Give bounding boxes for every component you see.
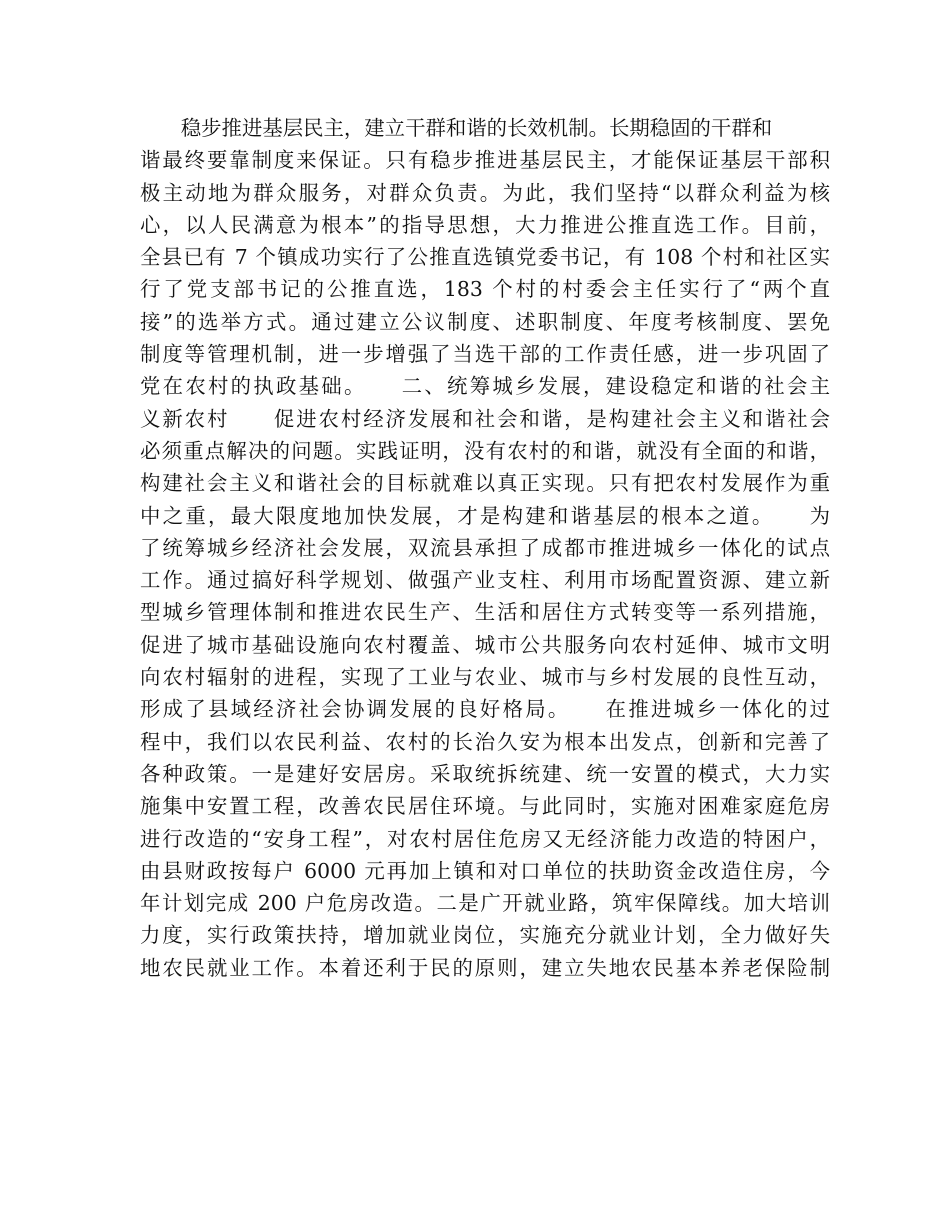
text-line: 接”的选举方式。通过建立公议制度、述职制度、年度考核制度、罢免	[140, 309, 830, 334]
text-line: 施集中安置工程，改善农民居住环境。与此同时，实施对困难家庭危房	[140, 794, 830, 819]
text-line: 年计划完成 200 户危房改造。二是广开就业路，筑牢保障线。加大培训	[140, 891, 830, 916]
text-line: 由县财政按每户 6000 元再加上镇和对口单位的扶助资金改造住房，今	[140, 858, 830, 883]
text-line: 型城乡管理体制和推进农民生产、生活和居住方式转变等一系列措施，	[140, 600, 830, 625]
text-line: 全县已有 7 个镇成功实行了公推直选镇党委书记，有 108 个村和社区实	[140, 245, 830, 270]
text-line: 各种政策。一是建好安居房。采取统拆统建、统一安置的模式，大力实	[140, 761, 830, 786]
text-line: 促进了城市基础设施向农村覆盖、城市公共服务向农村延伸、城市文明	[140, 632, 830, 657]
text-line: 程中，我们以农民利益、农村的长治久安为根本出发点，创新和完善了	[140, 729, 830, 754]
body-text	[140, 112, 830, 984]
text-line: 力度，实行政策扶持，增加就业岗位，实施充分就业计划，全力做好失	[140, 923, 830, 948]
text-line: 中之重，最大限度地加快发展，才是构建和谐基层的根本之道。 为	[140, 503, 830, 528]
text-line: 谐最终要靠制度来保证。只有稳步推进基层民主，才能保证基层干部积	[140, 148, 830, 173]
text-line: 行了党支部书记的公推直选，183 个村的村委会主任实行了“两个直	[140, 277, 830, 302]
text-line: 党在农村的执政基础。 二、统筹城乡发展，建设稳定和谐的社会主	[140, 374, 830, 399]
text-line: 工作。通过搞好科学规划、做强产业支柱、利用市场配置资源、建立新	[140, 568, 830, 593]
text-line: 极主动地为群众服务，对群众负责。为此，我们坚持“以群众利益为核	[140, 180, 830, 205]
text-line: 形成了县域经济社会协调发展的良好格局。 在推进城乡一体化的过	[140, 697, 830, 722]
text-line: 了统筹城乡经济社会发展，双流县承担了成都市推进城乡一体化的试点	[140, 535, 830, 560]
text-line: 稳步推进基层民主，建立干群和谐的长效机制。长期稳固的干群和	[140, 116, 773, 140]
text-line: 地农民就业工作。本着还利于民的原则，建立失地农民基本养老保险制	[140, 955, 830, 980]
text-line: 构建社会主义和谐社会的目标就难以真正实现。只有把农村发展作为重	[140, 471, 830, 496]
text-line: 进行改造的“安身工程”，对农村居住危房又无经济能力改造的特困户，	[140, 826, 830, 851]
text-line: 义新农村 促进农村经济发展和社会和谐，是构建社会主义和谐社会	[140, 406, 830, 431]
text-line: 必须重点解决的问题。实践证明，没有农村的和谐，就没有全面的和谐，	[140, 438, 830, 463]
text-line: 制度等管理机制，进一步增强了当选干部的工作责任感，进一步巩固了	[140, 342, 830, 367]
text-line: 向农村辐射的进程，实现了工业与农业、城市与乡村发展的良性互动，	[140, 665, 830, 690]
text-line: 心，以人民满意为根本”的指导思想，大力推进公推直选工作。目前，	[140, 212, 830, 237]
